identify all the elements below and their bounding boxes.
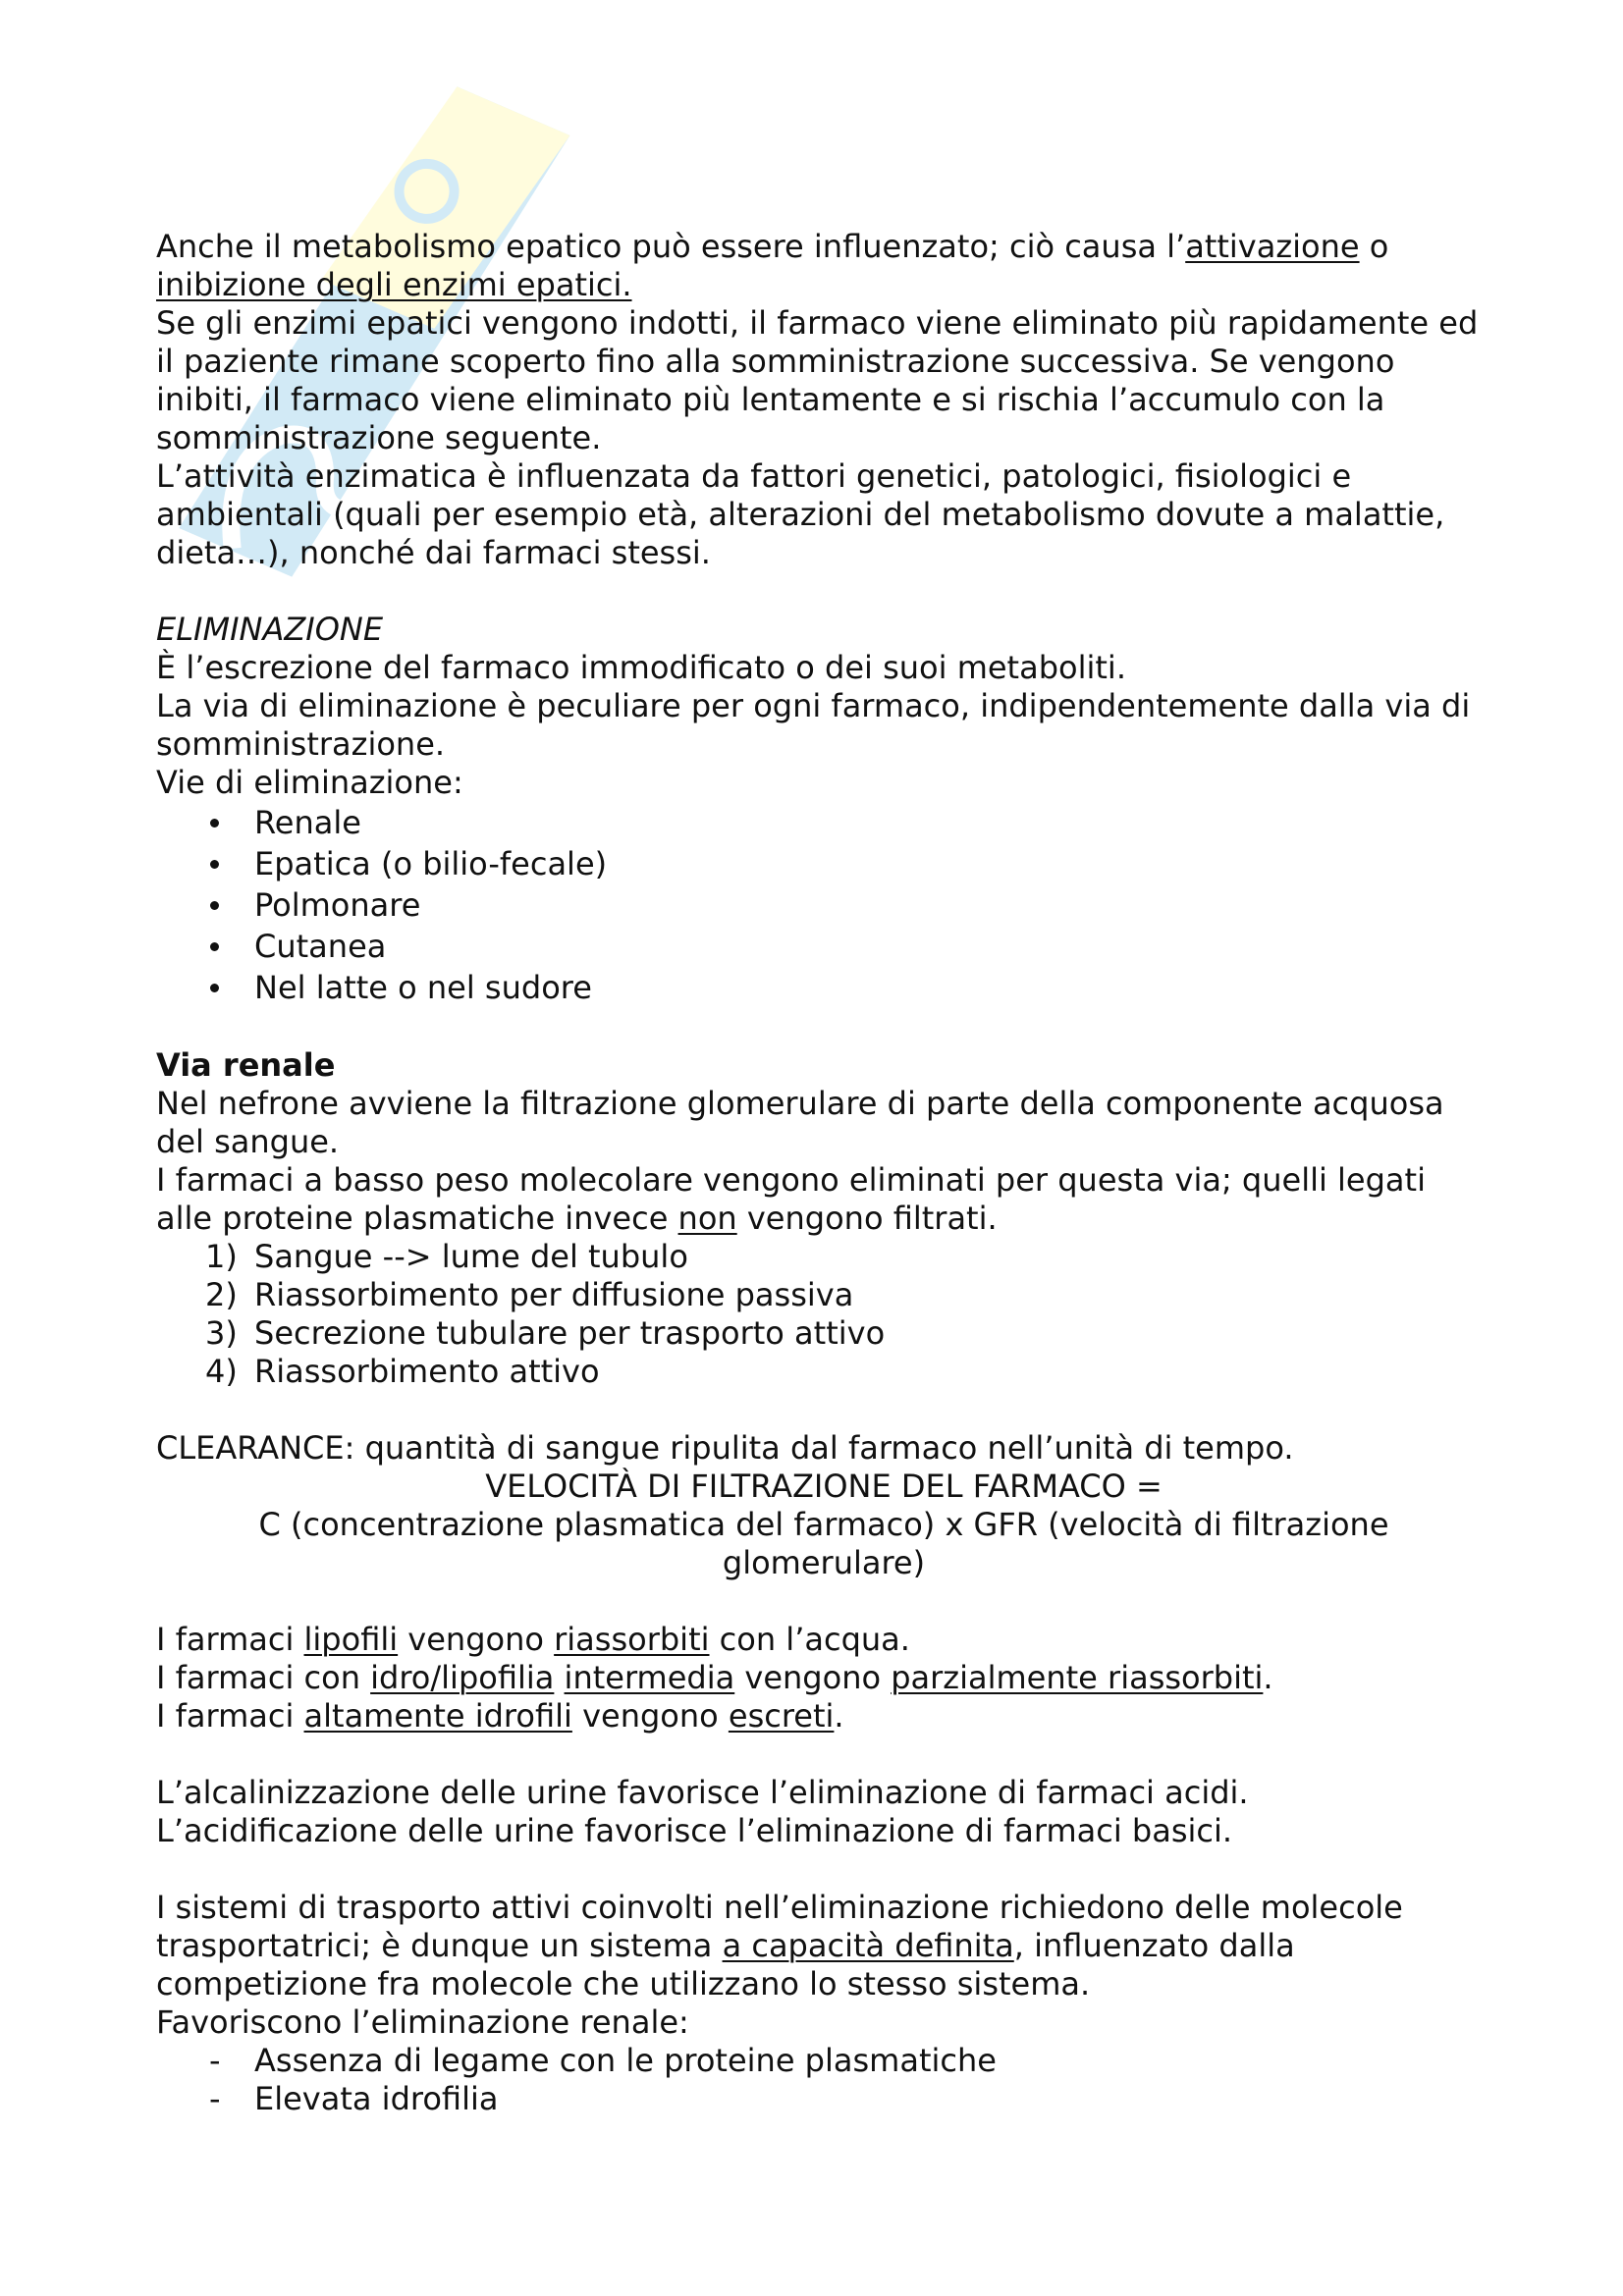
list-item: 2) Riassorbimento per diffusione passiva (205, 1276, 854, 1313)
elimination-routes-label: Vie di eliminazione: (156, 764, 463, 801)
metabolism-paragraph-3: L’attività enzimatica è influenzata da fattori genetici, patologici, fisiologici e ambientali (quali per esempio età, alterazioni del metabolismo dovute a malattie, dieta…), nonché dai farmaci stessi. (156, 457, 1445, 571)
list-item: - Assenza di legame con le proteine plasmatiche (156, 2042, 1491, 2080)
metabolism-paragraph-2: Se gli enzimi epatici vengono indotti, il farmaco viene eliminato più rapidamente ed il paziente rimane scoperto fino alla somministrazione successiva. Se vengono inibiti, il farmaco viene eliminato più lentamente e si rischia l’accumulo con la somministrazione seguente. (156, 304, 1479, 456)
list-item: 3) Secrezione tubulare per trasporto attivo (205, 1314, 886, 1352)
alkalinization-line: L’alcalinizzazione delle urine favorisce l’eliminazione di farmaci acidi. (156, 1774, 1249, 1811)
list-item: Cutanea (156, 926, 1491, 967)
document-page (156, 228, 1491, 2118)
renal-steps-list (156, 1238, 1491, 1391)
hydrophilic-line: I farmaci altamente idrofili vengono escreti. (156, 1697, 844, 1735)
elimination-routes-list (156, 802, 1491, 1008)
acidification-line: L’acidificazione delle urine favorisce l’eliminazione di farmaci basici. (156, 1812, 1233, 1849)
clearance-definition: CLEARANCE: quantità di sangue ripulita dal farmaco nell’unità di tempo. (156, 1429, 1294, 1467)
lipophilic-line: I farmaci lipofili vengono riassorbiti con l’acqua. (156, 1621, 910, 1658)
list-item: Renale (156, 802, 1491, 843)
list-item: Nel latte o nel sudore (156, 967, 1491, 1008)
list-item: Polmonare (156, 884, 1491, 926)
clearance-formula-title: VELOCITÀ DI FILTRAZIONE DEL FARMACO = (485, 1468, 1163, 1505)
renal-paragraph-2: I farmaci a basso peso molecolare vengono eliminati per questa via; quelli legati alle proteine plasmatiche invece non vengono filtrati. (156, 1161, 1426, 1237)
elimination-route-paragraph: La via di eliminazione è peculiare per ogni farmaco, indipendentemente dalla via di somministrazione. (156, 687, 1471, 763)
list-item: Epatica (o bilio-fecale) (156, 843, 1491, 884)
intermediate-line: I farmaci con idro/lipofilia intermedia vengono parzialmente riassorbiti. (156, 1659, 1273, 1696)
favor-list (156, 2042, 1491, 2118)
favor-label: Favoriscono l’eliminazione renale: (156, 2003, 689, 2041)
renal-heading: Via renale (156, 1046, 336, 1084)
list-item: 4) Riassorbimento attivo (205, 1353, 600, 1390)
renal-paragraph-1: Nel nefrone avviene la filtrazione glomerulare di parte della componente acquosa del sangue. (156, 1085, 1444, 1160)
metabolism-paragraph-1: Anche il metabolismo epatico può essere influenzato; ciò causa l’attivazione o inibizione degli enzimi epatici. (156, 228, 1389, 303)
list-item: - Elevata idrofilia (156, 2080, 1491, 2118)
list-item: 1) Sangue --> lume del tubulo (205, 1238, 688, 1275)
elimination-definition: È l’escrezione del farmaco immodificato o dei suoi metaboliti. (156, 649, 1126, 686)
clearance-formula: C (concentrazione plasmatica del farmaco) x GFR (velocità di filtrazione glomerulare) (258, 1506, 1389, 1581)
transport-paragraph: I sistemi di trasporto attivi coinvolti nell’eliminazione richiedono delle molecole trasportatrici; è dunque un sistema a capacità definita, influenzato dalla competizione fra molecole che utilizzano lo stesso sistema. (156, 1889, 1403, 2002)
elimination-heading: ELIMINAZIONE (156, 611, 384, 648)
